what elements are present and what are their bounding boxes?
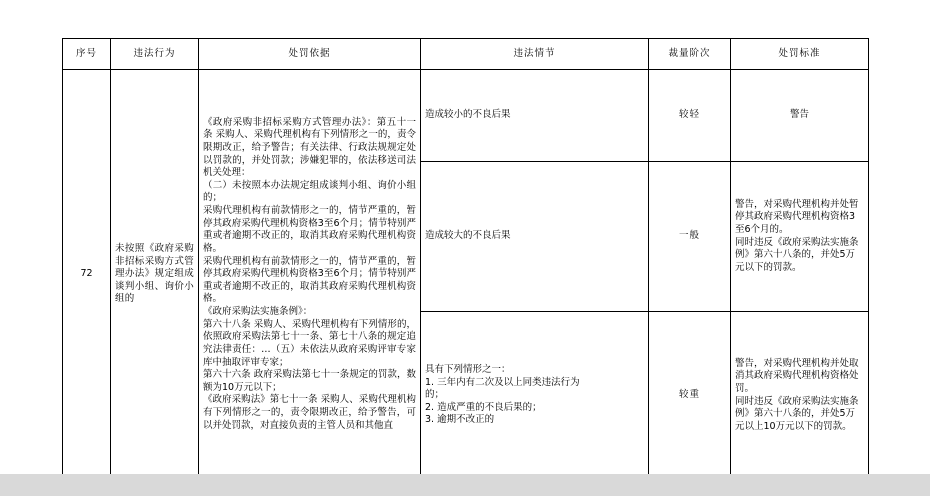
column-header-behavior: 违法行为 [111, 39, 199, 70]
penalty-discretion-table [62, 38, 869, 480]
penalty-paragraph: 警告，对采购代理机构并处暂停其政府采购代理机构资格3至6个月的。 [735, 198, 859, 235]
basis-paragraph: 采购代理机构有前款情形之一的，情节严重的，暂停其政府采购代理机构资格3至6个月；情节特别严重或者逾期不改正的，取消其政府采购代理机构资格。 [203, 255, 416, 305]
column-header-level: 裁量阶次 [649, 39, 731, 70]
basis-paragraph: 《政府采购非招标采购方式管理办法》：第五十一条 采购人、采购代理机构有下列情形之一的，责令限期改正，给予警告；有关法律、行政法规规定处以罚款的，并处罚款；涉嫌犯罪的，依法移送司法机关处理： [203, 116, 416, 179]
column-header-case: 违法情节 [421, 39, 649, 70]
basis-paragraph: 《政府采购法》第七十一条 采购人、采购代理机构有下列情形之一的，责令限期改正，给予警告，可以并处罚款，对直接负责的主管人员和其他直 [203, 394, 416, 431]
basis-paragraph: 第六十八条 采购人、采购代理机构有下列情形的，依照政府采购法第七十一条、第七十八条的规定追究法律责任：…（五）未依法从政府采购评审专家库中抽取评审专家； [203, 318, 416, 368]
cell-case [421, 312, 649, 480]
case-line: 3. 逾期不改正的 [425, 414, 495, 426]
cell-level: 一般 [649, 162, 731, 312]
table-body [63, 70, 869, 480]
basis-paragraph: 采购代理机构有前款情形之一的，情节严重的，暂停其政府采购代理机构资格3至6个月；情节特别严重或者逾期不改正的，取消其政府采购代理机构资格。 [203, 205, 416, 254]
penalty-paragraph: 警告 [789, 109, 809, 121]
cell-case: 造成较大的不良后果 [421, 162, 649, 312]
case-line: 具有下列情形之一： [425, 363, 511, 375]
table-row [63, 70, 869, 162]
case-line: 2. 造成严重的不良后果的； [425, 401, 542, 413]
cell-penalty [731, 312, 869, 480]
cell-case: 造成较小的不良后果 [421, 70, 649, 162]
column-header-basis: 处罚依据 [199, 39, 421, 70]
penalty-paragraph: 同时违反《政府采购法实施条例》第六十八条的，并处5万元以下的罚款。 [735, 236, 859, 273]
cell-level: 较轻 [649, 70, 731, 162]
cell-penalty [731, 70, 869, 162]
penalty-paragraph: 警告，对采购代理机构并处取消其政府采购代理机构资格处罚。 [735, 357, 859, 394]
column-header-index: 序号 [63, 39, 111, 70]
case-line: 的； [425, 389, 445, 401]
basis-paragraph: （二）未按照本办法规定组成谈判小组、询价小组的； [203, 179, 416, 204]
basis-paragraph: 《政府采购法实施条例》： [203, 306, 313, 318]
viewer-bottom-band [0, 474, 930, 496]
column-header-penalty: 处罚标准 [731, 39, 869, 70]
case-line: 1. 三年内有二次及以上同类违法行为 [425, 376, 580, 388]
cell-index: 72 [63, 70, 111, 480]
cell-level: 较重 [649, 312, 731, 480]
penalty-paragraph: 同时违反《政府采购法实施条例》第六十八条的，并处5万元以上10万元以下的罚款。 [735, 395, 859, 432]
table-header [63, 39, 869, 70]
table-header-row [63, 39, 869, 70]
penalty-discretion-table-wrapper [62, 38, 868, 480]
cell-basis [199, 70, 421, 480]
page-top-margin [0, 0, 930, 10]
cell-penalty [731, 162, 869, 312]
basis-paragraph: 第六十六条 政府采购法第七十一条规定的罚款，数额为10万元以下； [203, 369, 416, 393]
cell-behavior: 未按照《政府采购非招标采购方式管理办法》规定组成谈判小组、询价小组的 [111, 70, 199, 480]
